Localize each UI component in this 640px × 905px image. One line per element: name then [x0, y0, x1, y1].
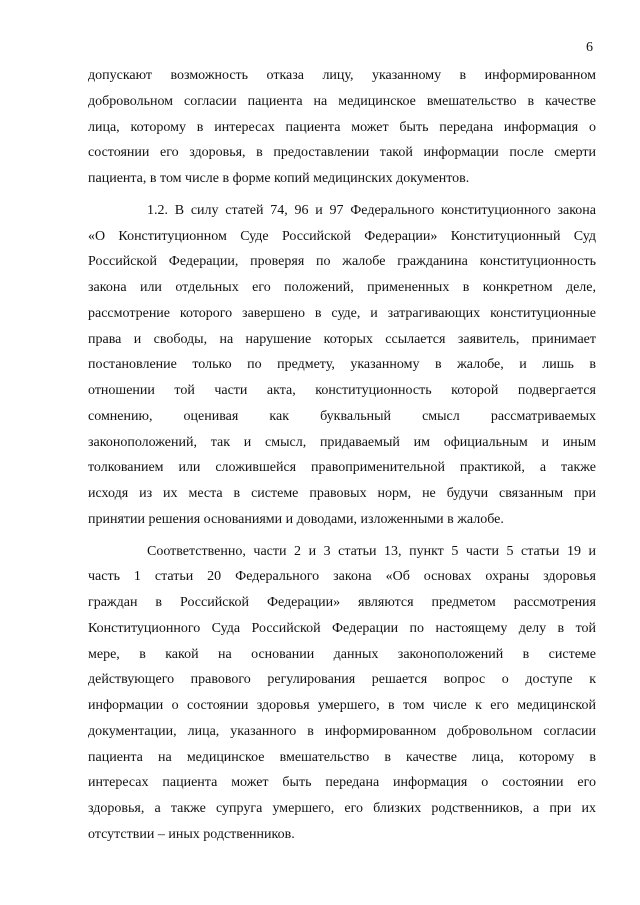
text-line: пациента, в том числе в форме копий медицинских документов. [88, 171, 470, 186]
text-line: мере, в какой на основании данных законоположений в системе [88, 646, 596, 662]
text-line: информации о состоянии здоровья умершего, в том числе к его медицинской [88, 698, 596, 713]
text-line: состоянии его здоровья, в предоставлении такой информации после смерти [88, 145, 596, 161]
text-line: законоположений, так и смысл, придаваемый им официальным и иным [88, 434, 596, 450]
text-line: граждан в Российской Федерации» являются предметом рассмотрения [88, 595, 596, 610]
text-line: рассмотрение которого завершено в суде, и затрагивающих конституционные [88, 305, 596, 321]
text-line: Российской Федерации, проверяя по жалобе гражданина конституционность [88, 254, 596, 270]
text-line: допускают возможность отказа лицу, указанному в информированном [88, 68, 596, 83]
text-line: отношении той части акта, конституционность которой подвергается [88, 383, 596, 398]
text-line: «О Конституционном Суде Российской Федерации» Конституционный Суд [88, 228, 596, 244]
paragraph [88, 198, 596, 533]
text-line: толкованием или сложившейся правоприменительной практикой, а также [88, 460, 596, 476]
text-line: 1.2. В силу статей 74, 96 и 97 Федерального конституционного закона [147, 202, 596, 218]
text-line: часть 1 статьи 20 Федерального закона «Об основах охраны здоровья [88, 569, 596, 585]
text-line: добровольном согласии пациента на медицинское вмешательство в качестве [88, 93, 596, 109]
text-line: пациента на медицинское вмешательство в качестве лица, которому в [88, 749, 596, 765]
text-line: права и свободы, на нарушение которых ссылается заявитель, принимает [88, 331, 596, 347]
text-line: Соответственно, части 2 и 3 статьи 13, пункт 5 части 5 статьи 19 и [147, 543, 596, 559]
text-line: закона или отдельных его положений, примененных в конкретном деле, [88, 280, 596, 295]
paragraph [88, 63, 596, 192]
text-line: отсутствии – иных родственников. [88, 826, 295, 842]
page-number: 6 [586, 40, 593, 55]
text-line: исходя из их места в системе правовых норм, не будучи связанным при [88, 486, 596, 501]
text-line: сомнению, оценивая как буквальный смысл рассматриваемых [88, 408, 596, 424]
document-body [88, 63, 596, 848]
text-line: документации, лица, указанного в информированном добровольном согласии [88, 723, 596, 739]
text-line: действующего правового регулирования решается вопрос о доступе к [88, 672, 596, 688]
text-line: Конституционного Суда Российской Федерации по настоящему делу в той [88, 620, 596, 636]
text-line: постановление только по предмету, указанному в жалобе, и лишь в [88, 357, 596, 373]
text-line: принятии решения основаниями и доводами, изложенными в жалобе. [88, 511, 504, 527]
text-line: интересах пациента может быть передана информация о состоянии его [88, 775, 596, 791]
paragraph [88, 539, 596, 848]
text-line: лица, которому в интересах пациента может быть передана информация о [88, 119, 596, 135]
text-line: здоровья, а также супруга умершего, его близких родственников, а при их [88, 801, 596, 816]
